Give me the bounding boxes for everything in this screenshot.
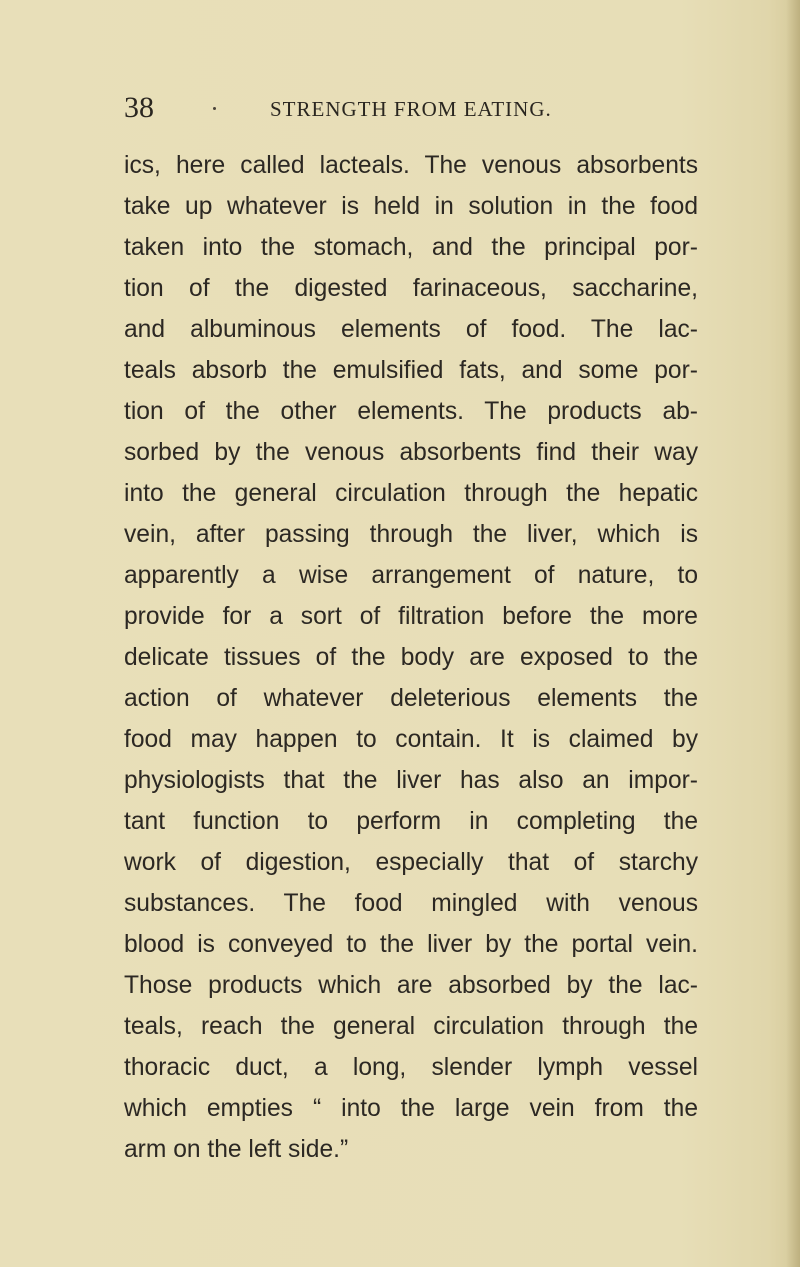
text-line: take up whatever is held in solution in the food <box>124 193 698 220</box>
text-line: substances. The food mingled with venous <box>124 890 698 917</box>
page-edge-shadow <box>786 0 800 1267</box>
text-line: apparently a wise arrangement of nature, to <box>124 562 698 589</box>
text-line: tion of the other elements. The products ab- <box>124 398 698 425</box>
text-line: which empties “ into the large vein from the <box>124 1095 698 1122</box>
text-line: and albuminous elements of food. The lac- <box>124 316 698 343</box>
page-number: 38 <box>124 91 154 124</box>
running-title: STRENGTH FROM EATING. <box>270 97 552 121</box>
running-head <box>124 93 698 125</box>
text-line: vein, after passing through the liver, which is <box>124 521 698 548</box>
text-line: delicate tissues of the body are exposed to the <box>124 644 698 671</box>
text-line: teals, reach the general circulation through the <box>124 1013 698 1040</box>
text-line: ics, here called lacteals. The venous absorbents <box>124 152 698 179</box>
text-line: thoracic duct, a long, slender lymph vessel <box>124 1054 698 1081</box>
text-line: action of whatever deleterious elements the <box>124 685 698 712</box>
text-line: sorbed by the venous absorbents find their way <box>124 439 698 466</box>
text-line: physiologists that the liver has also an impor- <box>124 767 698 794</box>
text-line: teals absorb the emulsified fats, and some por- <box>124 357 698 384</box>
text-line: tion of the digested farinaceous, saccharine, <box>124 275 698 302</box>
text-line: tant function to perform in completing the <box>124 808 698 835</box>
text-line: Those products which are absorbed by the lac- <box>124 972 698 999</box>
text-line: arm on the left side.” <box>124 1136 349 1163</box>
body-paragraph <box>124 145 698 1170</box>
text-line: food may happen to contain. It is claimed by <box>124 726 698 753</box>
text-line: provide for a sort of filtration before the more <box>124 603 698 630</box>
text-line: blood is conveyed to the liver by the portal vein. <box>124 931 698 958</box>
header-dot <box>213 107 216 110</box>
text-line: into the general circulation through the hepatic <box>124 480 698 507</box>
text-line: work of digestion, especially that of starchy <box>124 849 698 876</box>
text-line: taken into the stomach, and the principal por- <box>124 234 698 261</box>
